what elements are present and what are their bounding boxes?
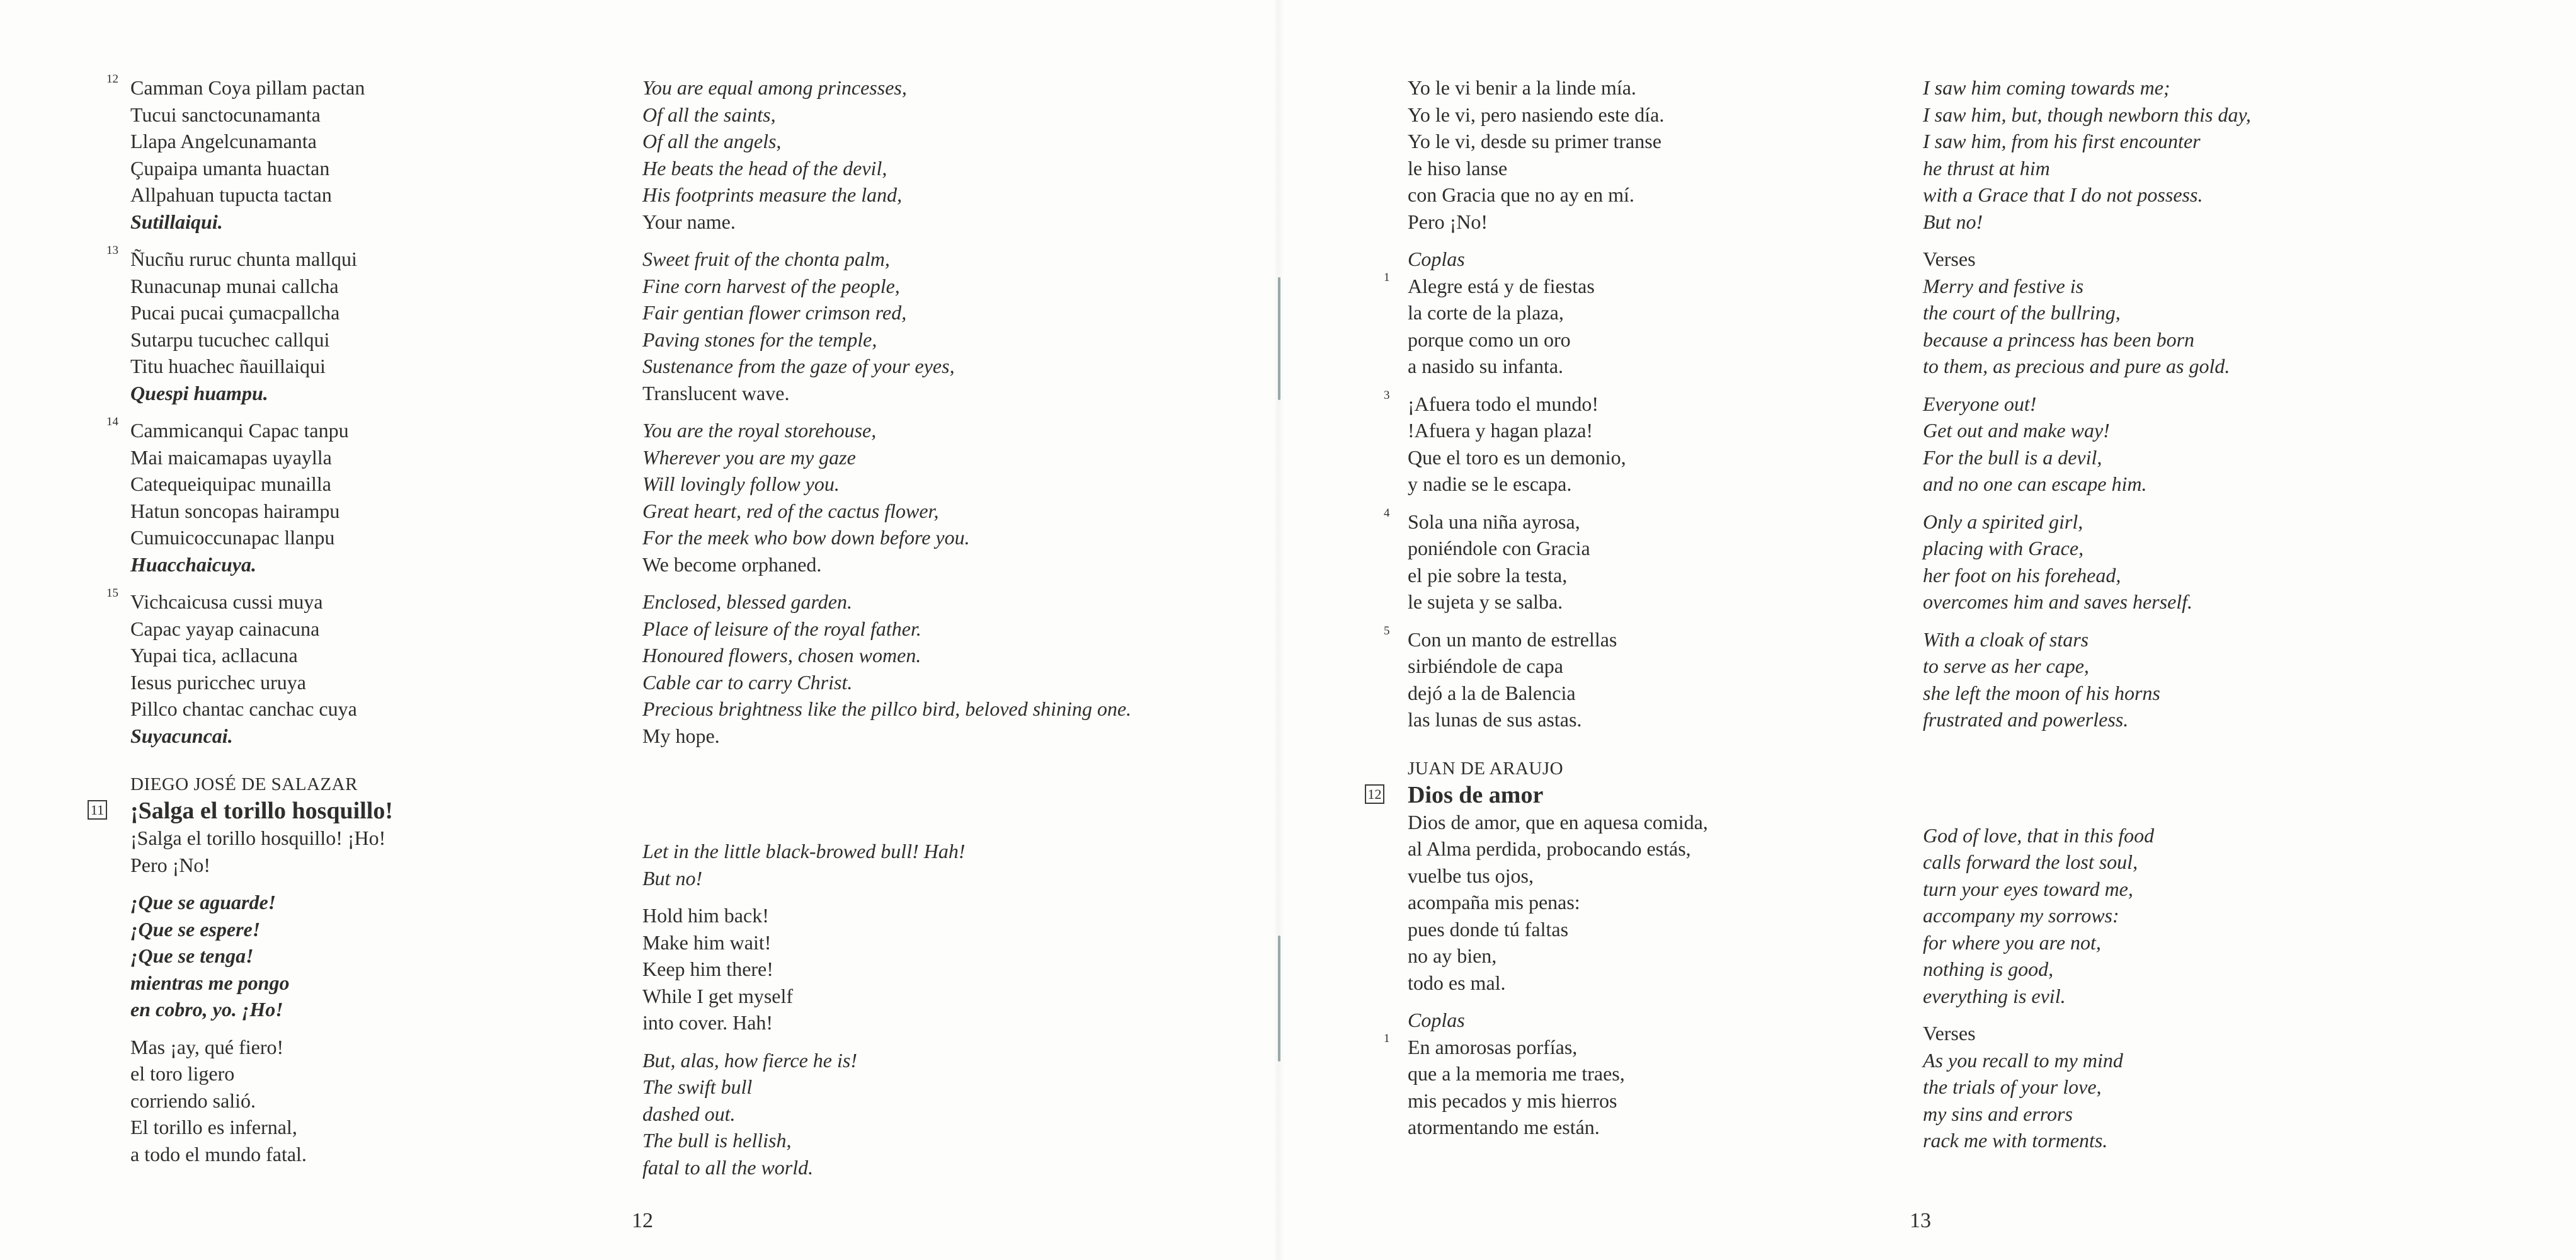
verse-line: and no one can escape him. <box>1923 472 2147 495</box>
verse-line: Merry and festive is <box>1923 274 2084 297</box>
verses-4-en <box>1923 508 2251 616</box>
verse-line: The swift bull <box>642 1075 753 1098</box>
song11-en-stanza-3 <box>642 1047 1131 1181</box>
verse-line: Yo le vi, pero nasiendo este día. <box>1408 103 1665 126</box>
verse-line: While I get myself <box>642 984 794 1007</box>
verse-line: my sins and errors <box>1923 1102 2073 1125</box>
verse-line: she left the moon of his horns <box>1923 681 2160 704</box>
verse-line: Capac yayap cainacuna <box>130 617 320 640</box>
refrain-line: We become orphaned. <box>642 553 822 576</box>
verse-line: acompaña mis penas: <box>1408 891 1580 914</box>
verse-number: 12 <box>106 72 118 86</box>
song12-en-main <box>1923 822 2251 1010</box>
verse-number: 4 <box>1384 506 1390 520</box>
verse-line: Honoured flowers, chosen women. <box>642 644 921 667</box>
verse-line: Yupai tica, acllacuna <box>130 644 298 667</box>
verse-line: Great heart, red of the cactus flower, <box>642 499 939 522</box>
verse-line: le hiso lanse <box>1408 156 1508 180</box>
refrain-line: Huacchaicuya. <box>130 553 256 576</box>
song-title-text: ¡Salga el torillo hosquillo! <box>130 798 393 824</box>
verse-line: calls forward the lost soul, <box>1923 850 2138 873</box>
spanish-column <box>1367 74 1708 1152</box>
song11-es-stanza-3 <box>130 1034 393 1168</box>
verse-line: Que el toro es un demonio, <box>1408 445 1626 469</box>
refrain-line: Suyacuncai. <box>130 724 233 747</box>
verse-line: turn your eyes toward me, <box>1923 877 2133 900</box>
song12-es-coplas <box>1384 1007 1708 1141</box>
verse-line: Mai maicamapas uyaylla <box>130 445 332 469</box>
song11-en-continuation <box>1923 74 2251 235</box>
verse-number: 15 <box>106 587 118 600</box>
right-page <box>1279 0 2576 1260</box>
coplas-1 <box>1384 246 1708 380</box>
verse-line: Pucai pucai çumacpallcha <box>130 301 340 324</box>
verse-line: he thrust at him <box>1923 156 2050 180</box>
verse-line: I saw him coming towards me; <box>1923 76 2170 99</box>
verse-number: 1 <box>1384 1031 1390 1045</box>
verse-line: Sutarpu tucuchec callqui <box>130 328 330 351</box>
english-column <box>642 74 1131 1191</box>
verse-line: Yo le vi benir a la linde mía. <box>1408 76 1636 99</box>
verse-line: Sweet fruit of the chonta palm, <box>642 248 890 270</box>
verse-line: Of all the angels, <box>642 130 782 152</box>
verse-line: sirbiéndole de capa <box>1408 655 1563 677</box>
verse-line: fatal to all the world. <box>642 1155 814 1179</box>
song-title-text: Dios de amor <box>1408 781 1544 808</box>
track-number-box: 12 <box>1365 784 1384 804</box>
verse-line: Catequeiquipac munailla <box>130 472 331 495</box>
song11-en-stanza-1 <box>642 838 1131 891</box>
verse-line: Place of leisure of the royal father. <box>642 617 921 640</box>
composer-name: DIEGO JOSÉ DE SALAZAR <box>130 774 358 794</box>
verse-line: mientras me pongo <box>130 971 290 994</box>
section-heading: Verses <box>1923 1022 1976 1045</box>
verse-line: Camman Coya pillam pactan <box>130 76 365 99</box>
verse-line: accompany my sorrows: <box>1923 904 2119 927</box>
verse-line: Iesus puricchec uruya <box>130 670 306 694</box>
verse-line: for where you are not, <box>1923 931 2101 954</box>
song12-en-verses <box>1923 1020 2251 1154</box>
song-12-header <box>1367 756 1708 809</box>
verse-line: Keep him there! <box>642 958 773 980</box>
verse-number: 5 <box>1384 624 1390 638</box>
verse-line: His footprints measure the land, <box>642 183 903 206</box>
verse-line: corriendo salió. <box>130 1089 256 1112</box>
verse-line: Ñucñu ruruc chunta mallqui <box>130 248 357 270</box>
verse-line: el toro ligero <box>130 1062 235 1085</box>
verse-line: Vichcaicusa cussi muya <box>130 590 323 613</box>
verse-line: Allpahuan tupucta tactan <box>130 183 332 206</box>
verse-line: You are equal among princesses, <box>642 76 907 99</box>
verse-line: Fine corn harvest of the people, <box>642 274 900 297</box>
verse-line: en cobro, yo. ¡Ho! <box>130 998 283 1021</box>
verse-line: into cover. Hah! <box>642 1011 773 1034</box>
verse-line: nothing is good, <box>1923 958 2054 980</box>
verse-line: Will lovingly follow you. <box>642 472 840 495</box>
verse-line: Pillco chantac canchac cuya <box>130 697 357 720</box>
verse-line: Everyone out! <box>1923 392 2037 415</box>
stanza-14 <box>106 415 393 578</box>
song11-verse-continuation <box>1408 74 1708 235</box>
verse-line: ¡Que se espere! <box>130 917 261 941</box>
verse-line: al Alma perdida, probocando estás, <box>1408 837 1691 860</box>
verse-line: the trials of your love, <box>1923 1075 2102 1098</box>
verse-line: overcomes him and saves herself. <box>1923 590 2193 613</box>
verse-number: 3 <box>1384 388 1390 402</box>
verse-line: The bull is hellish, <box>642 1129 792 1152</box>
verse-line: For the meek who bow down before you. <box>642 526 970 549</box>
refrain-line: Sutillaiqui. <box>130 210 223 233</box>
verse-line: frustrated and powerless. <box>1923 708 2129 731</box>
track-number-box: 11 <box>88 800 107 820</box>
verse-line: el pie sobre la testa, <box>1408 563 1568 587</box>
verse-line: He beats the head of the devil, <box>642 156 887 180</box>
verses-3-en <box>1923 391 2251 498</box>
coplas-3 <box>1384 388 1708 498</box>
verse-line: ¡Que se aguarde! <box>130 891 276 914</box>
refrain-line: My hope. <box>642 724 720 747</box>
stanza-12-en <box>642 74 1131 235</box>
verse-line: Yo le vi, desde su primer transe <box>1408 130 1661 152</box>
verse-line: que a la memoria me traes, <box>1408 1062 1625 1085</box>
verse-line: a todo el mundo fatal. <box>130 1142 307 1166</box>
song12-es-main <box>1408 809 1708 997</box>
verse-line: with a Grace that I do not possess. <box>1923 183 2203 206</box>
verse-line: Sustenance from the gaze of your eyes, <box>642 355 955 377</box>
verse-line: everything is evil. <box>1923 984 2066 1007</box>
coplas-5 <box>1384 624 1708 733</box>
verse-line: rack me with torments. <box>1923 1129 2108 1152</box>
stanza-13 <box>106 244 393 406</box>
verse-line: Cumuicoccunapac llanpu <box>130 526 335 549</box>
verse-line: vuelbe tus ojos, <box>1408 864 1534 887</box>
stanza-12 <box>106 72 393 235</box>
verses-5-en <box>1923 626 2251 733</box>
verse-line: Tucui sanctocunamanta <box>130 103 321 126</box>
page-number-right: 13 <box>1910 1209 1931 1232</box>
verse-line: because a princess has been born <box>1923 328 2195 351</box>
verse-line: poniéndole con Gracia <box>1408 537 1590 559</box>
verse-line: Only a spirited girl, <box>1923 510 2083 533</box>
section-heading: Verses <box>1923 248 1976 270</box>
verse-line: Mas ¡ay, qué fiero! <box>130 1035 284 1058</box>
verse-line: With a cloak of stars <box>1923 627 2089 651</box>
verse-line: Let in the little black-browed bull! Hah! <box>642 840 966 862</box>
stanza-13-en <box>642 246 1131 406</box>
composer-name: JUAN DE ARAUJO <box>1408 758 1564 779</box>
stanza-15-en <box>642 588 1131 749</box>
verse-line: to them, as precious and pure as gold. <box>1923 355 2230 377</box>
verse-line: mis pecados y mis hierros <box>1408 1089 1617 1112</box>
verse-line: Çupaipa umanta huactan <box>130 156 330 180</box>
verse-line: to serve as her cape, <box>1923 655 2089 677</box>
verse-line: las lunas de sus astas. <box>1408 708 1582 731</box>
english-column <box>1923 74 2251 1165</box>
verse-line: Wherever you are my gaze <box>642 445 856 469</box>
verse-line: En amorosas porfías, <box>1408 1035 1578 1058</box>
verse-line: Titu huachec ñauillaiqui <box>130 355 326 377</box>
verse-line: I saw him, but, though newborn this day, <box>1923 103 2251 126</box>
refrain-line: Quespi huampu. <box>130 381 268 404</box>
verse-line: Llapa Angelcunamanta <box>130 130 317 152</box>
song-11-header <box>90 772 393 825</box>
verse-number: 13 <box>106 244 118 257</box>
verse-line: But no! <box>1923 210 1983 233</box>
verse-line: la corte de la plaza, <box>1408 301 1564 324</box>
verse-line: Hold him back! <box>642 904 769 927</box>
verse-number: 14 <box>106 415 118 428</box>
verse-number: 1 <box>1384 270 1390 284</box>
verse-line: For the bull is a devil, <box>1923 445 2102 469</box>
verse-line: a nasido su infanta. <box>1408 355 1564 377</box>
song-12-header-spacer <box>1923 744 2251 822</box>
verse-line: her foot on his forehead, <box>1923 563 2121 587</box>
verse-line: Cable car to carry Christ. <box>642 670 853 694</box>
verse-line: todo es mal. <box>1408 971 1506 994</box>
verse-line: Cammicanqui Capac tanpu <box>130 419 349 442</box>
verse-line: !Afuera y hagan plaza! <box>1408 419 1593 442</box>
verse-line: Pero ¡No! <box>130 853 211 876</box>
verse-line: As you recall to my mind <box>1923 1048 2123 1072</box>
verse-line: pues donde tú faltas <box>1408 917 1569 941</box>
verse-line: Alegre está y de fiestas <box>1408 274 1595 297</box>
section-heading: Coplas <box>1408 1009 1465 1031</box>
verse-line: placing with Grace, <box>1923 537 2084 559</box>
verse-line: dashed out. <box>642 1102 736 1125</box>
stanza-15 <box>106 587 393 749</box>
stanza-14-en <box>642 417 1131 578</box>
verse-line: no ay bien, <box>1408 944 1497 967</box>
verse-line: Sola una niña ayrosa, <box>1408 510 1580 533</box>
verse-line: Paving stones for the temple, <box>642 328 877 351</box>
verse-line: y nadie se le escapa. <box>1408 472 1572 495</box>
song-title <box>90 797 393 825</box>
song11-en-stanza-2 <box>642 902 1131 1036</box>
verse-line: But no! <box>642 866 703 890</box>
refrain-line: Your name. <box>642 210 736 233</box>
song11-es-stanza-2 <box>130 889 393 1023</box>
verse-line: dejó a la de Balencia <box>1408 681 1576 704</box>
verse-line: Con un manto de estrellas <box>1408 627 1617 651</box>
verse-line: Dios de amor, que en aquesa comida, <box>1408 810 1708 833</box>
verse-line: atormentando me están. <box>1408 1116 1600 1138</box>
verse-line: Of all the saints, <box>642 103 776 126</box>
verse-line: ¡Salga el torillo hosquillo! ¡Ho! <box>130 827 386 849</box>
song11-es-stanza-1 <box>130 825 393 878</box>
coplas-4 <box>1384 506 1708 616</box>
left-page <box>0 0 1279 1260</box>
verse-line: Enclosed, blessed garden. <box>642 590 852 613</box>
section-heading: Coplas <box>1408 248 1465 270</box>
verse-line: El torillo es infernal, <box>130 1116 297 1138</box>
verse-line: You are the royal storehouse, <box>642 419 877 442</box>
page-number-left: 12 <box>632 1209 653 1232</box>
verse-line: le sujeta y se salba. <box>1408 590 1563 613</box>
verse-line: But, alas, how fierce he is! <box>642 1048 857 1072</box>
verse-line: the court of the bullring, <box>1923 301 2121 324</box>
verse-line: Pero ¡No! <box>1408 210 1488 233</box>
verse-line: God of love, that in this food <box>1923 823 2155 847</box>
verse-line: ¡Afuera todo el mundo! <box>1408 392 1599 415</box>
song-title <box>1367 781 1708 809</box>
verse-line: con Gracia que no ay en mí. <box>1408 183 1634 206</box>
verse-line: ¡Que se tenga! <box>130 944 254 967</box>
verse-line: I saw him, from his first encounter <box>1923 130 2201 152</box>
verse-line: porque como un oro <box>1408 328 1571 351</box>
quechua-column <box>90 72 393 1178</box>
verses-1-en <box>1923 246 2251 380</box>
refrain-line: Translucent wave. <box>642 381 790 404</box>
verse-line: Make him wait! <box>642 931 772 954</box>
verse-line: Fair gentian flower crimson red, <box>642 301 907 324</box>
song-11-header-spacer <box>642 760 1131 838</box>
verse-line: Precious brightness like the pillco bird, beloved shining one. <box>642 697 1132 720</box>
verse-line: Hatun soncopas hairampu <box>130 499 340 522</box>
verse-line: Runacunap munai callcha <box>130 274 339 297</box>
verse-line: Get out and make way! <box>1923 419 2110 442</box>
